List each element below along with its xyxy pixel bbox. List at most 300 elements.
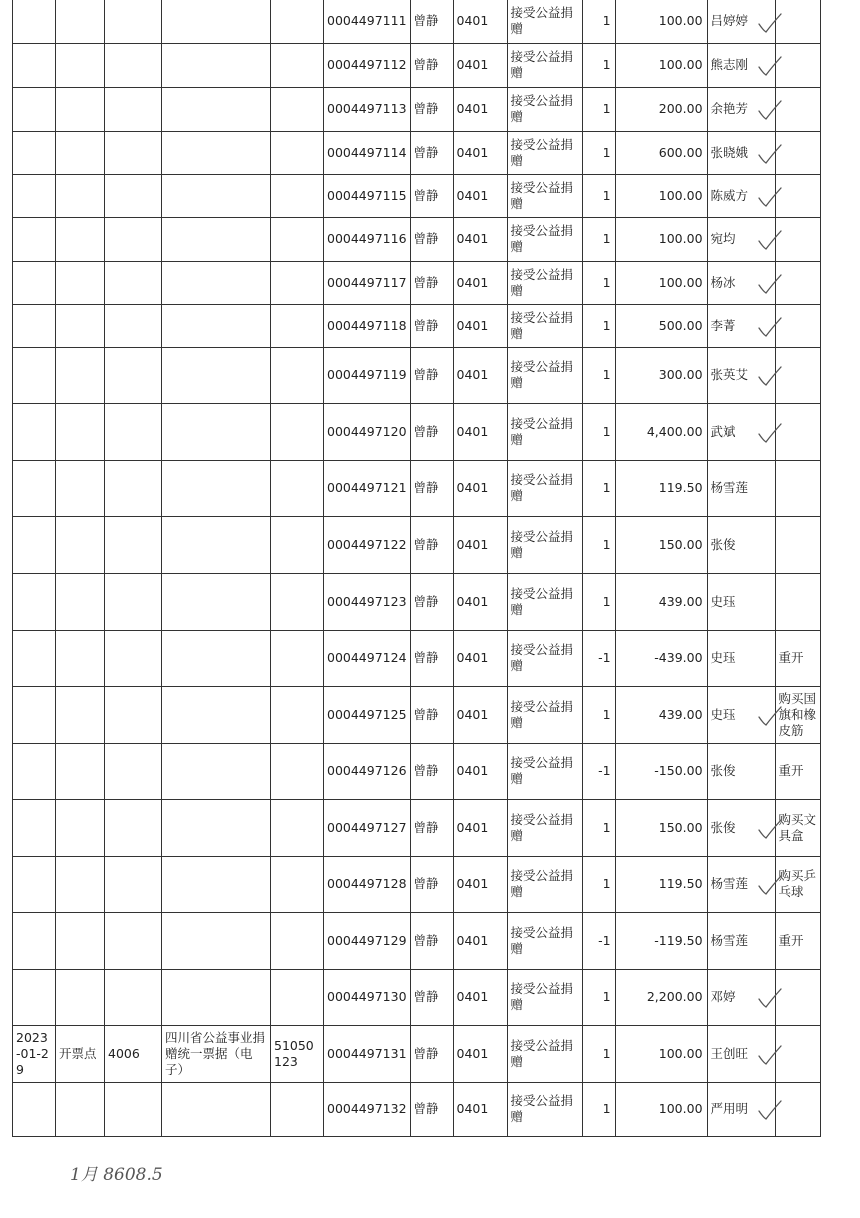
- cell-qty: -1: [582, 912, 615, 969]
- cell-invoice-no: 0004497124: [324, 630, 411, 686]
- cell-point: [56, 87, 105, 131]
- cell-qty: -1: [582, 743, 615, 799]
- cell-remark: 购买乒乓球: [775, 856, 820, 912]
- cell-point: [56, 573, 105, 630]
- cell-date: [13, 347, 56, 403]
- cell-code: [105, 217, 162, 261]
- cell-amount: 100.00: [615, 174, 707, 217]
- cell-operator: 曾静: [410, 856, 453, 912]
- cell-point: [56, 1082, 105, 1136]
- cell-code: [105, 573, 162, 630]
- cell-date: [13, 261, 56, 304]
- cell-date: [13, 743, 56, 799]
- cell-remark: 购买国旗和橡皮筋: [775, 686, 820, 743]
- cell-qty: 1: [582, 87, 615, 131]
- cell-ticket-code: 0401: [453, 1082, 507, 1136]
- cell-item: 接受公益捐赠: [507, 460, 582, 516]
- cell-date: [13, 1082, 56, 1136]
- cell-code: [105, 0, 162, 43]
- handwritten-total-note: 1月 8608.5: [70, 1165, 163, 1185]
- cell-point: [56, 304, 105, 347]
- cell-remark: 购买文具盒: [775, 799, 820, 856]
- cell-item: 接受公益捐赠: [507, 743, 582, 799]
- cell-amount: 100.00: [615, 0, 707, 43]
- cell-date: [13, 516, 56, 573]
- cell-amount: 100.00: [615, 43, 707, 87]
- cell-point: [56, 856, 105, 912]
- cell-donor: 吕婷婷: [707, 0, 775, 43]
- cell-amount: 4,400.00: [615, 403, 707, 460]
- cell-point: [56, 630, 105, 686]
- cell-donor: 陈威方: [707, 174, 775, 217]
- cell-remark: 重开: [775, 630, 820, 686]
- table-row: [13, 0, 821, 43]
- cell-item: 接受公益捐赠: [507, 0, 582, 43]
- cell-invoice-no: 0004497132: [324, 1082, 411, 1136]
- cell-ticket-code: 0401: [453, 347, 507, 403]
- cell-ticket-code: 0401: [453, 43, 507, 87]
- cell-item: 接受公益捐赠: [507, 403, 582, 460]
- cell-amount: 200.00: [615, 87, 707, 131]
- cell-operator: 曾静: [410, 347, 453, 403]
- cell-type-code: [271, 799, 324, 856]
- cell-qty: 1: [582, 686, 615, 743]
- cell-type-code: [271, 131, 324, 174]
- cell-donor: 余艳芳: [707, 87, 775, 131]
- cell-item: 接受公益捐赠: [507, 573, 582, 630]
- cell-code: [105, 856, 162, 912]
- cell-type-code: [271, 630, 324, 686]
- cell-amount: -119.50: [615, 912, 707, 969]
- cell-ticket-code: 0401: [453, 686, 507, 743]
- cell-remark: [775, 0, 820, 43]
- cell-item: 接受公益捐赠: [507, 174, 582, 217]
- cell-donor: 严用明: [707, 1082, 775, 1136]
- table-row: [13, 174, 821, 217]
- cell-amount: 2,200.00: [615, 969, 707, 1025]
- cell-remark: [775, 969, 820, 1025]
- cell-operator: 曾静: [410, 174, 453, 217]
- cell-remark: [775, 87, 820, 131]
- cell-donor: 张晓娥: [707, 131, 775, 174]
- cell-operator: 曾静: [410, 131, 453, 174]
- cell-point: 开票点: [56, 1025, 105, 1082]
- cell-qty: 1: [582, 1025, 615, 1082]
- cell-code: [105, 799, 162, 856]
- cell-point: [56, 347, 105, 403]
- cell-type-code: 51050123: [271, 1025, 324, 1082]
- cell-invoice-type: [162, 969, 271, 1025]
- cell-item: 接受公益捐赠: [507, 799, 582, 856]
- cell-type-code: [271, 43, 324, 87]
- cell-code: [105, 261, 162, 304]
- cell-date: [13, 573, 56, 630]
- cell-operator: 曾静: [410, 87, 453, 131]
- cell-remark: [775, 217, 820, 261]
- cell-item: 接受公益捐赠: [507, 1025, 582, 1082]
- cell-invoice-no: 0004497121: [324, 460, 411, 516]
- cell-code: [105, 1082, 162, 1136]
- cell-remark: 重开: [775, 912, 820, 969]
- cell-ticket-code: 0401: [453, 516, 507, 573]
- cell-invoice-type: [162, 217, 271, 261]
- cell-invoice-no: 0004497112: [324, 43, 411, 87]
- cell-invoice-no: 0004497119: [324, 347, 411, 403]
- cell-invoice-no: 0004497130: [324, 969, 411, 1025]
- cell-point: [56, 0, 105, 43]
- cell-operator: 曾静: [410, 630, 453, 686]
- cell-amount: 100.00: [615, 1082, 707, 1136]
- cell-point: [56, 969, 105, 1025]
- cell-qty: 1: [582, 304, 615, 347]
- cell-invoice-no: 0004497127: [324, 799, 411, 856]
- cell-remark: 重开: [775, 743, 820, 799]
- cell-donor: 张俊: [707, 743, 775, 799]
- cell-qty: 1: [582, 799, 615, 856]
- cell-invoice-type: [162, 799, 271, 856]
- cell-invoice-type: [162, 573, 271, 630]
- table-row: [13, 799, 821, 856]
- cell-item: 接受公益捐赠: [507, 217, 582, 261]
- cell-ticket-code: 0401: [453, 261, 507, 304]
- cell-invoice-type: [162, 856, 271, 912]
- cell-item: 接受公益捐赠: [507, 686, 582, 743]
- cell-remark: [775, 131, 820, 174]
- cell-point: [56, 799, 105, 856]
- cell-operator: 曾静: [410, 686, 453, 743]
- cell-type-code: [271, 686, 324, 743]
- cell-operator: 曾静: [410, 1082, 453, 1136]
- cell-point: [56, 403, 105, 460]
- table-row: [13, 969, 821, 1025]
- cell-amount: -439.00: [615, 630, 707, 686]
- cell-code: 4006: [105, 1025, 162, 1082]
- cell-remark: [775, 1025, 820, 1082]
- cell-date: [13, 460, 56, 516]
- table-row: [13, 912, 821, 969]
- cell-ticket-code: 0401: [453, 217, 507, 261]
- cell-date: [13, 686, 56, 743]
- cell-date: [13, 630, 56, 686]
- table-row: [13, 347, 821, 403]
- cell-remark: [775, 43, 820, 87]
- cell-invoice-type: [162, 261, 271, 304]
- cell-type-code: [271, 1082, 324, 1136]
- cell-invoice-type: [162, 304, 271, 347]
- cell-point: [56, 43, 105, 87]
- cell-donor: 武斌: [707, 403, 775, 460]
- cell-donor: 杨雪莲: [707, 912, 775, 969]
- cell-invoice-no: 0004497118: [324, 304, 411, 347]
- cell-code: [105, 912, 162, 969]
- cell-donor: 史珏: [707, 630, 775, 686]
- cell-amount: 150.00: [615, 516, 707, 573]
- cell-amount: 439.00: [615, 573, 707, 630]
- cell-ticket-code: 0401: [453, 799, 507, 856]
- cell-date: [13, 87, 56, 131]
- cell-qty: 1: [582, 261, 615, 304]
- cell-qty: -1: [582, 630, 615, 686]
- cell-invoice-no: 0004497123: [324, 573, 411, 630]
- cell-donor: 张俊: [707, 799, 775, 856]
- cell-type-code: [271, 304, 324, 347]
- cell-code: [105, 686, 162, 743]
- cell-qty: 1: [582, 217, 615, 261]
- cell-code: [105, 516, 162, 573]
- cell-amount: 439.00: [615, 686, 707, 743]
- cell-qty: 1: [582, 856, 615, 912]
- cell-operator: 曾静: [410, 43, 453, 87]
- table-row: [13, 131, 821, 174]
- cell-operator: 曾静: [410, 460, 453, 516]
- table-row: [13, 217, 821, 261]
- cell-code: [105, 630, 162, 686]
- cell-invoice-no: 0004497111: [324, 0, 411, 43]
- cell-date: [13, 969, 56, 1025]
- cell-item: 接受公益捐赠: [507, 87, 582, 131]
- cell-qty: 1: [582, 174, 615, 217]
- cell-amount: 100.00: [615, 1025, 707, 1082]
- cell-point: [56, 261, 105, 304]
- cell-remark: [775, 347, 820, 403]
- cell-donor: 杨雪莲: [707, 460, 775, 516]
- cell-remark: [775, 174, 820, 217]
- cell-item: 接受公益捐赠: [507, 912, 582, 969]
- cell-ticket-code: 0401: [453, 304, 507, 347]
- cell-operator: 曾静: [410, 1025, 453, 1082]
- cell-donor: 王创旺: [707, 1025, 775, 1082]
- cell-date: 2023-01-29: [13, 1025, 56, 1082]
- cell-ticket-code: 0401: [453, 630, 507, 686]
- cell-date: [13, 403, 56, 460]
- cell-item: 接受公益捐赠: [507, 516, 582, 573]
- cell-invoice-no: 0004497116: [324, 217, 411, 261]
- cell-ticket-code: 0401: [453, 573, 507, 630]
- cell-date: [13, 799, 56, 856]
- cell-type-code: [271, 743, 324, 799]
- cell-amount: 150.00: [615, 799, 707, 856]
- cell-invoice-no: 0004497115: [324, 174, 411, 217]
- cell-ticket-code: 0401: [453, 1025, 507, 1082]
- cell-invoice-no: 0004497122: [324, 516, 411, 573]
- cell-remark: [775, 1082, 820, 1136]
- cell-amount: 100.00: [615, 217, 707, 261]
- cell-ticket-code: 0401: [453, 174, 507, 217]
- cell-point: [56, 217, 105, 261]
- table-row: [13, 743, 821, 799]
- cell-qty: 1: [582, 403, 615, 460]
- cell-invoice-type: [162, 686, 271, 743]
- cell-date: [13, 912, 56, 969]
- cell-code: [105, 969, 162, 1025]
- cell-item: 接受公益捐赠: [507, 43, 582, 87]
- cell-type-code: [271, 261, 324, 304]
- cell-qty: 1: [582, 347, 615, 403]
- cell-invoice-type: [162, 347, 271, 403]
- cell-ticket-code: 0401: [453, 743, 507, 799]
- cell-remark: [775, 516, 820, 573]
- cell-donor: 史珏: [707, 573, 775, 630]
- cell-code: [105, 403, 162, 460]
- cell-donor: 杨冰: [707, 261, 775, 304]
- cell-remark: [775, 460, 820, 516]
- cell-type-code: [271, 174, 324, 217]
- cell-donor: 张俊: [707, 516, 775, 573]
- invoice-ledger-table: [12, 0, 821, 1137]
- cell-invoice-type: [162, 460, 271, 516]
- cell-donor: 李菁: [707, 304, 775, 347]
- cell-qty: 1: [582, 1082, 615, 1136]
- cell-type-code: [271, 856, 324, 912]
- cell-invoice-no: 0004497128: [324, 856, 411, 912]
- cell-point: [56, 174, 105, 217]
- cell-code: [105, 460, 162, 516]
- cell-operator: 曾静: [410, 0, 453, 43]
- cell-type-code: [271, 912, 324, 969]
- cell-remark: [775, 403, 820, 460]
- cell-code: [105, 43, 162, 87]
- cell-invoice-no: 0004497131: [324, 1025, 411, 1082]
- cell-operator: 曾静: [410, 912, 453, 969]
- cell-qty: 1: [582, 131, 615, 174]
- cell-operator: 曾静: [410, 403, 453, 460]
- table-row: [13, 43, 821, 87]
- cell-type-code: [271, 0, 324, 43]
- cell-item: 接受公益捐赠: [507, 261, 582, 304]
- table-row: [13, 460, 821, 516]
- cell-ticket-code: 0401: [453, 0, 507, 43]
- cell-point: [56, 131, 105, 174]
- ledger-sheet: [12, 0, 821, 1137]
- cell-ticket-code: 0401: [453, 969, 507, 1025]
- table-row: [13, 1082, 821, 1136]
- cell-point: [56, 912, 105, 969]
- table-row: [13, 304, 821, 347]
- table-row: [13, 261, 821, 304]
- cell-code: [105, 174, 162, 217]
- table-row: [13, 1025, 821, 1082]
- cell-invoice-type: [162, 1082, 271, 1136]
- cell-item: 接受公益捐赠: [507, 1082, 582, 1136]
- table-row: [13, 516, 821, 573]
- cell-qty: 1: [582, 969, 615, 1025]
- cell-operator: 曾静: [410, 799, 453, 856]
- cell-date: [13, 174, 56, 217]
- cell-code: [105, 743, 162, 799]
- cell-invoice-no: 0004497120: [324, 403, 411, 460]
- cell-ticket-code: 0401: [453, 912, 507, 969]
- cell-code: [105, 131, 162, 174]
- cell-donor: 宛均: [707, 217, 775, 261]
- table-row: [13, 630, 821, 686]
- cell-operator: 曾静: [410, 261, 453, 304]
- cell-invoice-type: [162, 0, 271, 43]
- cell-ticket-code: 0401: [453, 460, 507, 516]
- cell-qty: 1: [582, 460, 615, 516]
- cell-qty: 1: [582, 43, 615, 87]
- cell-invoice-type: [162, 743, 271, 799]
- table-row: [13, 403, 821, 460]
- cell-item: 接受公益捐赠: [507, 304, 582, 347]
- table-row: [13, 856, 821, 912]
- cell-remark: [775, 261, 820, 304]
- cell-remark: [775, 304, 820, 347]
- cell-type-code: [271, 403, 324, 460]
- cell-amount: -150.00: [615, 743, 707, 799]
- cell-donor: 熊志刚: [707, 43, 775, 87]
- cell-type-code: [271, 573, 324, 630]
- cell-invoice-type: [162, 912, 271, 969]
- cell-invoice-no: 0004497126: [324, 743, 411, 799]
- cell-donor: 邓婷: [707, 969, 775, 1025]
- cell-operator: 曾静: [410, 743, 453, 799]
- cell-type-code: [271, 969, 324, 1025]
- cell-date: [13, 0, 56, 43]
- cell-remark: [775, 573, 820, 630]
- cell-qty: 1: [582, 0, 615, 43]
- cell-date: [13, 856, 56, 912]
- cell-item: 接受公益捐赠: [507, 856, 582, 912]
- cell-operator: 曾静: [410, 573, 453, 630]
- cell-invoice-no: 0004497117: [324, 261, 411, 304]
- cell-type-code: [271, 460, 324, 516]
- cell-operator: 曾静: [410, 516, 453, 573]
- cell-type-code: [271, 217, 324, 261]
- cell-donor: 张英艾: [707, 347, 775, 403]
- cell-operator: 曾静: [410, 217, 453, 261]
- cell-donor: 史珏: [707, 686, 775, 743]
- cell-invoice-no: 0004497113: [324, 87, 411, 131]
- table-row: [13, 87, 821, 131]
- cell-invoice-type: [162, 87, 271, 131]
- cell-amount: 500.00: [615, 304, 707, 347]
- cell-invoice-no: 0004497114: [324, 131, 411, 174]
- cell-ticket-code: 0401: [453, 87, 507, 131]
- cell-invoice-type: [162, 174, 271, 217]
- cell-operator: 曾静: [410, 969, 453, 1025]
- cell-ticket-code: 0401: [453, 403, 507, 460]
- cell-ticket-code: 0401: [453, 856, 507, 912]
- cell-invoice-type: [162, 43, 271, 87]
- cell-operator: 曾静: [410, 304, 453, 347]
- cell-item: 接受公益捐赠: [507, 969, 582, 1025]
- table-row: [13, 573, 821, 630]
- cell-date: [13, 304, 56, 347]
- cell-point: [56, 516, 105, 573]
- cell-qty: 1: [582, 516, 615, 573]
- cell-invoice-type: [162, 516, 271, 573]
- cell-item: 接受公益捐赠: [507, 131, 582, 174]
- cell-invoice-type: 四川省公益事业捐赠统一票据（电子）: [162, 1025, 271, 1082]
- cell-invoice-type: [162, 403, 271, 460]
- cell-amount: 119.50: [615, 856, 707, 912]
- cell-date: [13, 43, 56, 87]
- cell-date: [13, 217, 56, 261]
- cell-type-code: [271, 87, 324, 131]
- cell-invoice-no: 0004497129: [324, 912, 411, 969]
- cell-item: 接受公益捐赠: [507, 630, 582, 686]
- cell-date: [13, 131, 56, 174]
- cell-point: [56, 686, 105, 743]
- cell-point: [56, 460, 105, 516]
- cell-type-code: [271, 516, 324, 573]
- cell-code: [105, 347, 162, 403]
- cell-amount: 600.00: [615, 131, 707, 174]
- cell-donor: 杨雪莲: [707, 856, 775, 912]
- cell-invoice-type: [162, 630, 271, 686]
- cell-code: [105, 87, 162, 131]
- cell-code: [105, 304, 162, 347]
